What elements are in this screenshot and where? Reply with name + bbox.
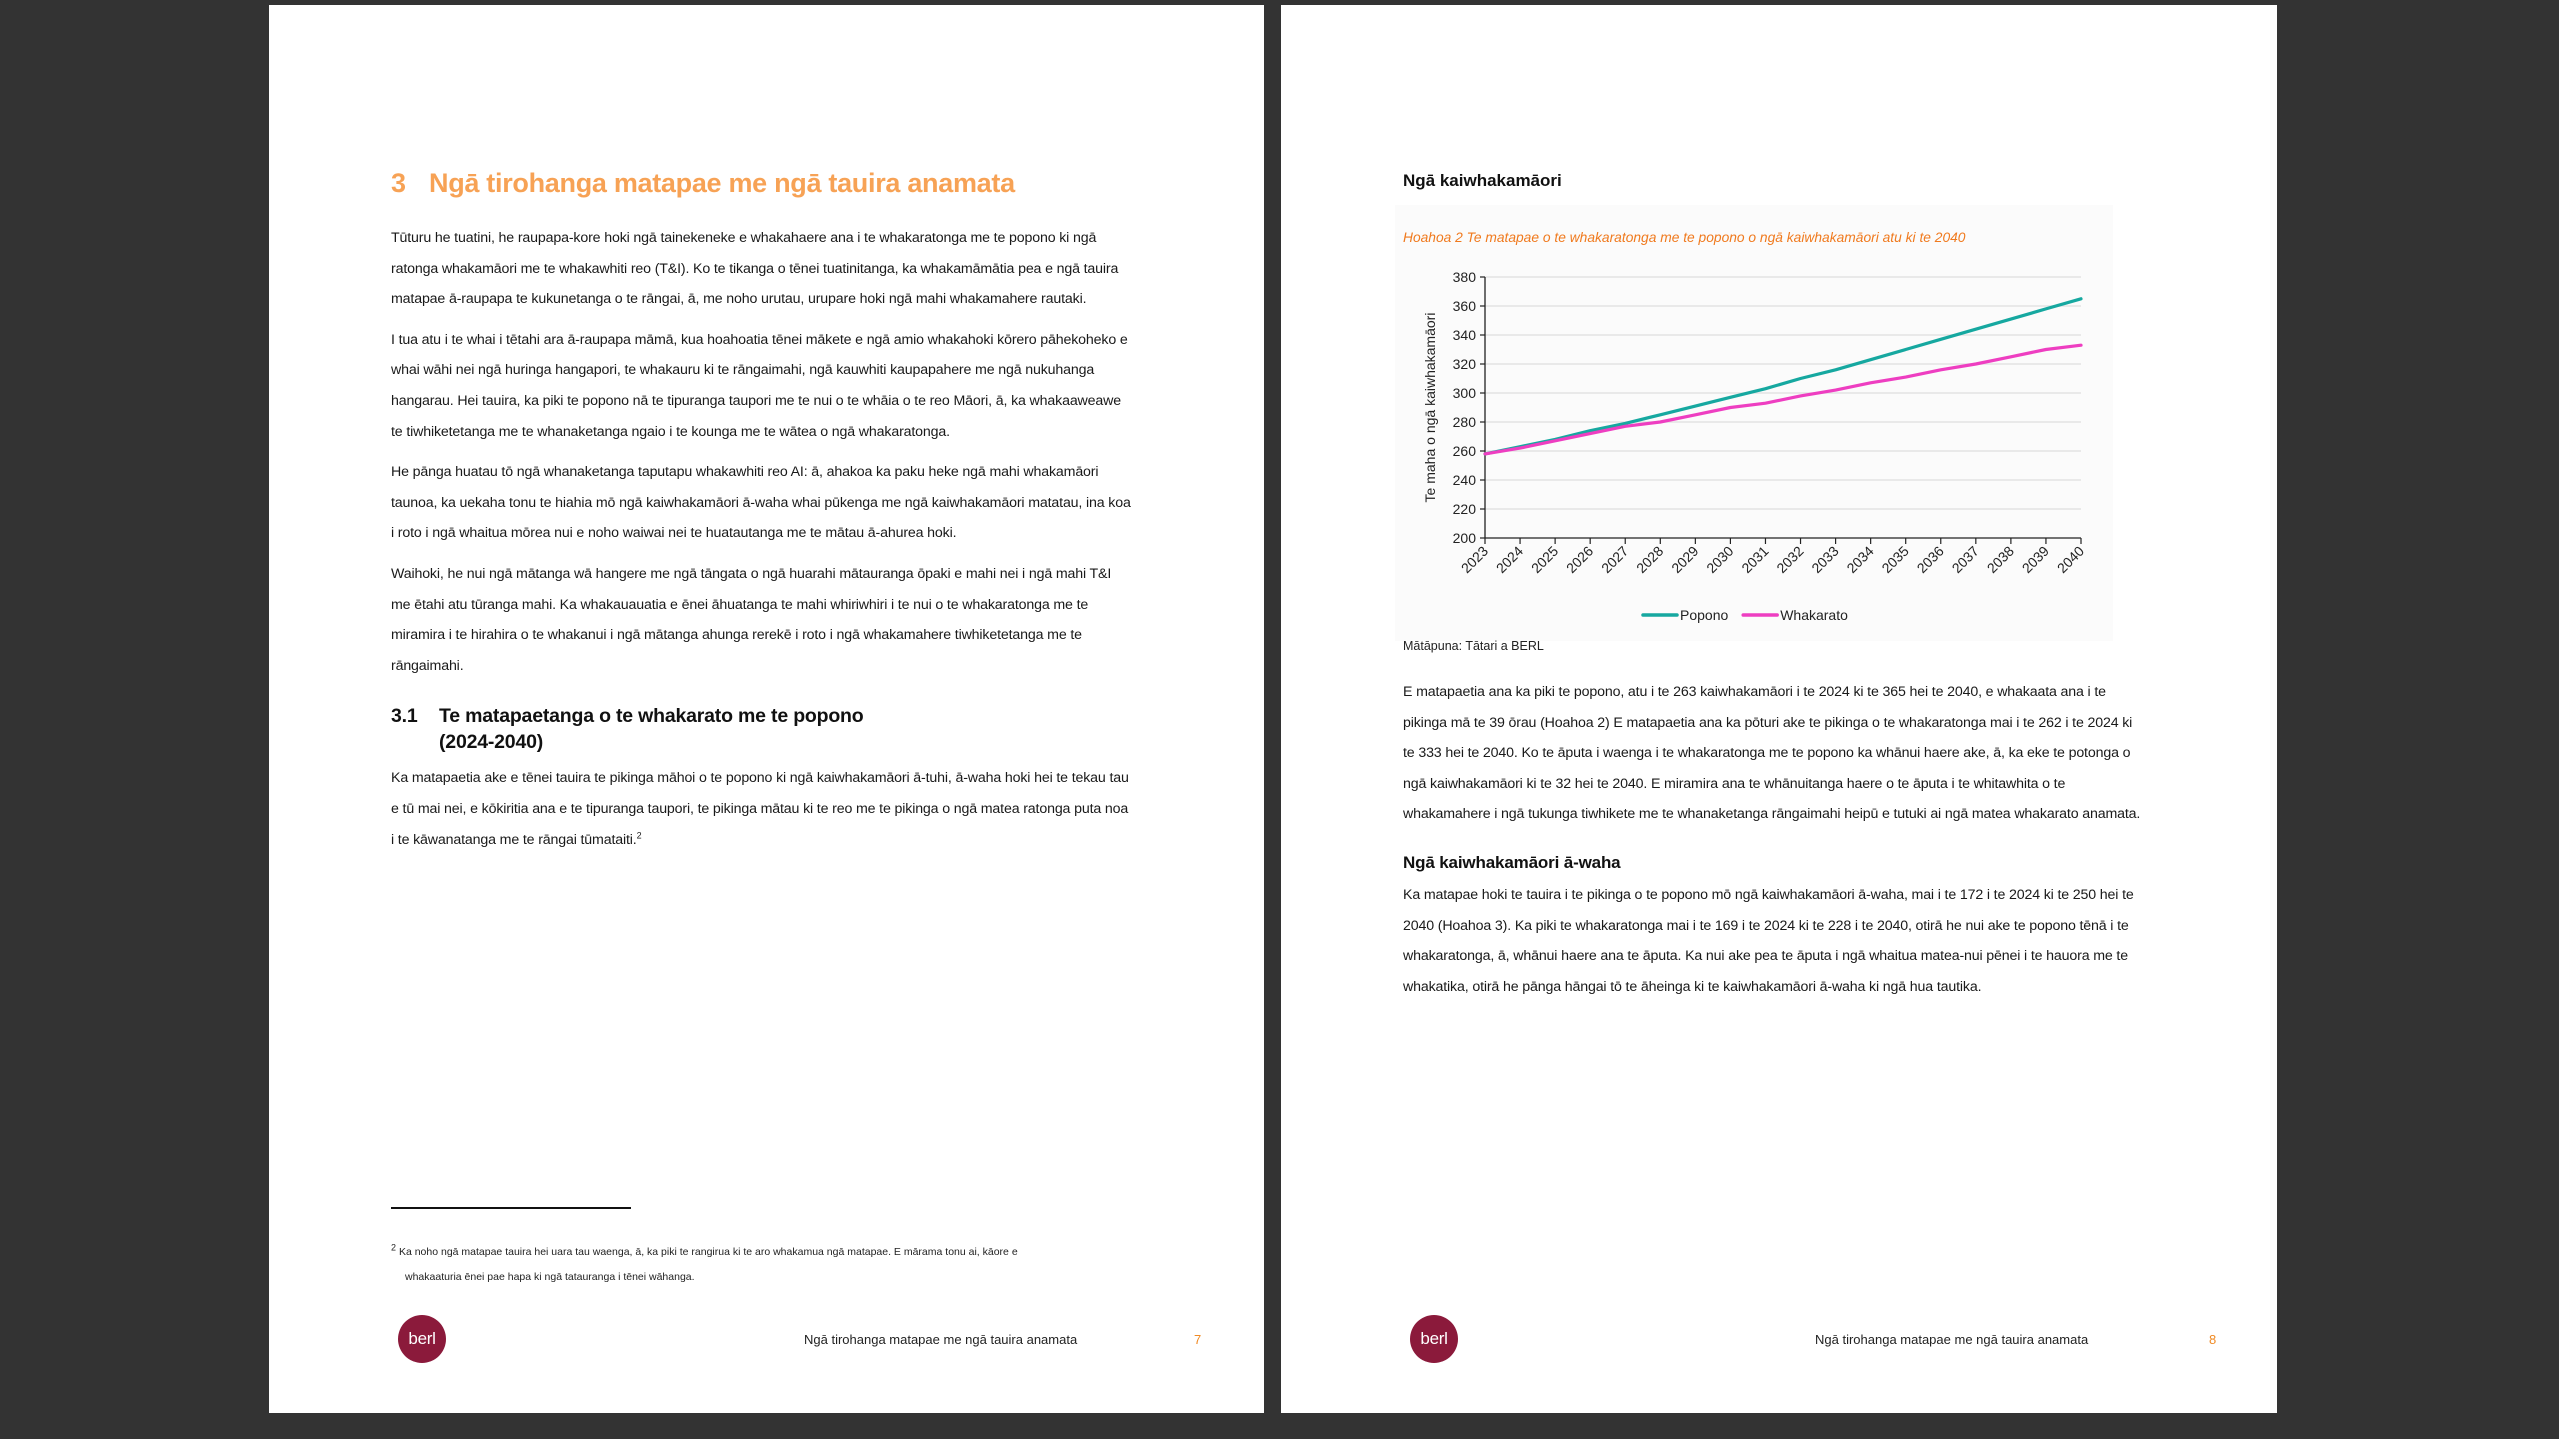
y-tick-label: 260: [1452, 443, 1476, 459]
page-number: 7: [1194, 1332, 1202, 1347]
paragraph: Waihoki, he nui ngā mātanga wā hangere me ngā tāngata o ngā huarahi mātauranga ōpaki e mahi nei i ngā mahi T&I me ētahi atu tūranga mahi. Ka whakauauatia e ēnei āhuatanga te mahi whiriwhiri i te nui o te whakaratonga me te miramira i te hirahira o te whakanui i ngā mātanga ahunga rerekē i roto i ngā whakamahere tiwhiketetanga me te rāngaimahi.: [391, 565, 1112, 674]
y-tick-label: 340: [1452, 327, 1476, 343]
subsection-heading: [391, 703, 1131, 755]
x-tick-label: 2024: [1492, 542, 1527, 577]
left-body: [391, 223, 1131, 865]
right-body: [1403, 677, 2143, 1012]
x-tick-label: 2035: [1878, 542, 1912, 577]
x-tick-label: 2023: [1457, 542, 1492, 577]
y-tick-label: 320: [1452, 356, 1476, 372]
y-tick-label: 300: [1452, 385, 1476, 401]
chart-source: Mātāpuna: Tātari a BERL: [1403, 639, 1544, 653]
subsection-paragraph: Ka matapaetia ake e tēnei tauira te pikinga māhoi o te popono ki ngā kaiwhakamāori ā-tuhi, ā-waha hoki hei te tekau tau e tū mai nei, e kōkiritia ana e te tipuranga taupori, te pikinga mātau ki te reo me te pikinga o ngā matea ratonga puta noa i te kāwanatanga me te rāngai tūmataiti.$^2$: [391, 770, 1129, 848]
x-tick-label: 2040: [2053, 542, 2088, 577]
x-tick-label: 2028: [1633, 542, 1667, 577]
series-line-popono: [1485, 299, 2081, 454]
paragraph: I tua atu i te whai i tētahi ara ā-raupapa māmā, kua hoahoatia tēnei mākete e ngā amio whakahoki kōrero pāhekoheko e whai wāhi nei ngā huringa hangapori, te whakauru ki te rāngaimahi, ngā kauwhiti kaupapahere me ngā nukuhanga hangarau. Hei tauira, ka piki te popono nā te tipuranga taupori me te nui o te whāia o te reo Māori, ā, ka whakaaweawe te tiwhiketetanga me te whanaketanga ngaio i te kounga me te wātea o ngā whakaratonga.: [391, 331, 1128, 440]
legend-label: Popono: [1680, 607, 1729, 623]
footnote: [391, 1240, 1131, 1289]
section-heading: [391, 168, 1015, 199]
x-tick-label: 2026: [1562, 542, 1597, 577]
x-tick-label: 2025: [1527, 542, 1562, 577]
berl-logo: berl: [398, 1315, 446, 1363]
page-heading: Ngā kaiwhakamāori: [1403, 171, 1562, 190]
subsection-title-line1: Te matapaetanga o te whakarato me te popono: [439, 705, 864, 728]
y-tick-label: 380: [1452, 269, 1476, 285]
x-tick-label: 2031: [1738, 542, 1772, 577]
section-title: Ngā tirohanga matapae me ngā tauira anamata: [429, 168, 1015, 198]
x-tick-label: 2033: [1808, 542, 1842, 577]
x-tick-label: 2036: [1913, 542, 1947, 577]
x-tick-label: 2038: [1983, 542, 2018, 577]
footnote-separator: [391, 1207, 631, 1209]
x-tick-label: 2037: [1948, 542, 1982, 577]
y-tick-label: 240: [1452, 472, 1476, 488]
subsection-title-line2: (2024-2040): [439, 731, 544, 754]
document-page-8: [1281, 5, 2277, 1413]
x-tick-label: 2034: [1843, 542, 1877, 577]
paragraph: E matapaetia ana ka piki te popono, atu i te 263 kaiwhakamāori i te 2024 ki te 365 hei te 2040, e whakaata ana i te pikinga mā te 39 ōrau (Hoahoa 2) E matapaetia ana ka pōturi ake te pikinga o te whakaratonga mai i te 262 i te 2024 ki te 333 hei te 2040. Ko te āputa i waenga i te whakaratonga me te popono ka whānui haere ake, ā, ka eke te potonga o ngā kaiwhakamāori ki te 32 hei te 2040. E miramira ana te whānuitanga haere o te āputa i te whitawhita o te whakamahere i ngā tukunga tiwhikete me te whanaketanga rāngaimahi heipū e tutuki ai ngā matea whakarato anamata.: [1403, 684, 2141, 823]
subheading: Ngā kaiwhakamāori ā-waha: [1403, 852, 1621, 872]
footnote-line2: whakaaturia ēnei pae hapa ki ngā tatauranga i tēnei wāhanga.: [405, 1270, 695, 1283]
y-tick-label: 360: [1452, 298, 1476, 314]
legend-label: Whakarato: [1780, 607, 1848, 623]
x-tick-label: 2029: [1668, 542, 1702, 577]
y-tick-label: 200: [1452, 530, 1476, 546]
footnote-line1: $^2$ Ka noho ngā matapae tauira hei uara tau waenga, ā, ka piki te rangirua ki te aro whakamua ngā matapae. E mārama tonu ai, kāore e: [391, 1242, 1018, 1258]
y-tick-label: 220: [1452, 501, 1476, 517]
y-axis-label: Te maha o ngā kaiwhakamāori: [1422, 312, 1438, 503]
series-line-whakarato: [1485, 345, 2081, 454]
x-tick-label: 2032: [1773, 542, 1807, 577]
footer-title: Ngā tirohanga matapae me ngā tauira anamata: [1815, 1332, 2089, 1347]
document-page-7: [269, 5, 1264, 1413]
x-tick-label: 2030: [1703, 542, 1737, 577]
x-tick-label: 2027: [1598, 542, 1632, 577]
page-number: 8: [2209, 1332, 2217, 1347]
footnote-reference[interactable]: 2: [636, 829, 642, 840]
y-tick-label: 280: [1452, 414, 1476, 430]
berl-logo: berl: [1410, 1315, 1458, 1363]
footnote-marker: 2: [391, 1242, 397, 1253]
chart-caption: Hoahoa 2 Te matapae o te whakaratonga me te popono o ngā kaiwhakamāori atu ki te 2040: [1403, 230, 1966, 245]
x-tick-label: 2039: [2018, 542, 2053, 577]
paragraph: Ka matapae hoki te tauira i te pikinga o te popono mō ngā kaiwhakamāori ā-waha, mai i te 172 i te 2024 ki te 250 hei te 2040 (Hoahoa 3). Ka piki te whakaratonga mai i te 169 i te 2024 ki te 228 i te 2040, otirā he nui ake te popono tēnā i te whakaratonga, ā, whānui haere ana te āputa. Ka nui ake pea te āputa i ngā whaitua matea-nui pēnei i te hauora me te whakatika, otirā he pānga hāngai tō te āheinga ki te kaiwhakamāori ā-waha ki ngā hua tautika.: [1403, 886, 2134, 995]
footer-title: Ngā tirohanga matapae me ngā tauira anamata: [804, 1332, 1078, 1347]
subsection-number: 3.1: [391, 705, 418, 728]
paragraph: He pānga huatau tō ngā whanaketanga taputapu whakawhiti reo AI: ā, ahakoa ka paku heke ngā mahi whakamāori taunoa, ka uekaha tonu te hiahia mō ngā kaiwhakamāori ā-waha whai pūkenga me ngā kaiwhakamāori matatau, ina koa i roto i ngā whaitua mōrea nui e noho waiwai nei te huatautanga me te mātau ā-ahurea hoki.: [391, 464, 1131, 542]
paragraph: Tūturu he tuatini, he raupapa-kore hoki ngā tainekeneke e whakahaere ana i te whakaratonga me te popono ki ngā ratonga whakamāori me te whakawhiti reo (T&I). Ko te tikanga o tēnei tuatinitanga, ka whakamāmātia pea e ngā tauira matapae ā-raupapa te kukunetanga o te rāngai, ā, me noho urutau, urupare hoki ngā mahi whakamahere rautaki.: [391, 230, 1119, 308]
line-chart: [1395, 260, 2113, 640]
section-number: 3: [391, 168, 406, 198]
